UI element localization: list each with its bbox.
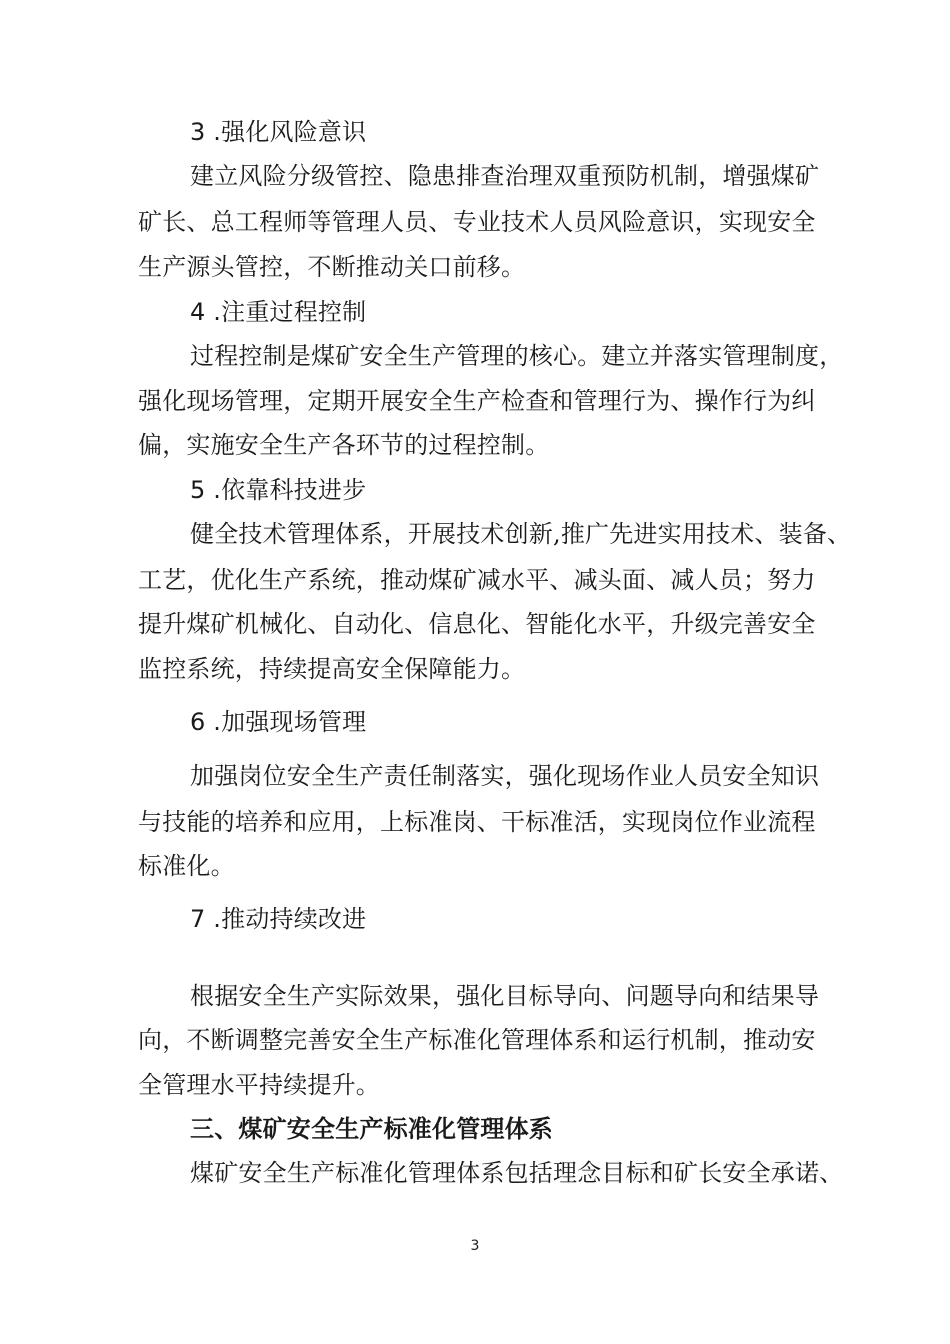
paragraph-line: 强化现场管理，定期开展安全生产检查和管理行为、操作行为纠 (138, 387, 816, 415)
paragraph-line: 监控系统，持续提高安全保障能力。 (138, 655, 526, 683)
paragraph-line: 加强岗位安全生产责任制落实，强化现场作业人员安全知识 (190, 762, 820, 790)
paragraph-line: 生产源头管控，不断推动关口前移。 (138, 253, 526, 281)
section-heading-5: 5 .依靠科技进步 (190, 476, 367, 504)
paragraph-line: 偏，实施安全生产各环节的过程控制。 (138, 431, 550, 459)
paragraph-line: 煤矿安全生产标准化管理体系包括理念目标和矿长安全承诺、 (190, 1159, 844, 1187)
section-heading-4: 4 .注重过程控制 (190, 298, 367, 326)
paragraph-line: 全管理水平持续提升。 (138, 1071, 380, 1099)
section-heading-7: 7 .推动持续改进 (190, 905, 367, 933)
paragraph-line: 根据安全生产实际效果，强化目标导向、问题导向和结果导 (190, 982, 820, 1010)
section-heading-3: 3 .强化风险意识 (190, 118, 367, 146)
paragraph-line: 向，不断调整完善安全生产标准化管理体系和运行机制，推动安 (138, 1026, 816, 1054)
paragraph-line: 过程控制是煤矿安全生产管理的核心。建立并落实管理制度， (190, 342, 844, 370)
chapter-heading: 三、煤矿安全生产标准化管理体系 (190, 1115, 553, 1143)
paragraph-line: 与技能的培养和应用，上标准岗、干标准活，实现岗位作业流程 (138, 808, 816, 836)
paragraph-line: 工艺，优化生产系统，推动煤矿减水平、减头面、减人员；努力 (138, 566, 816, 594)
paragraph-line: 矿长、总工程师等管理人员、专业技术人员风险意识，实现安全 (138, 208, 816, 236)
paragraph-line: 标准化。 (138, 852, 235, 880)
section-heading-6: 6 .加强现场管理 (190, 708, 367, 736)
paragraph-line: 健全技术管理体系，开展技术创新,推广先进实用技术、装备、 (190, 520, 852, 548)
page-number: 3 (470, 1238, 480, 1254)
paragraph-line: 提升煤矿机械化、自动化、信息化、智能化水平，升级完善安全 (138, 610, 816, 638)
paragraph-line: 建立风险分级管控、隐患排查治理双重预防机制，增强煤矿 (190, 162, 820, 190)
